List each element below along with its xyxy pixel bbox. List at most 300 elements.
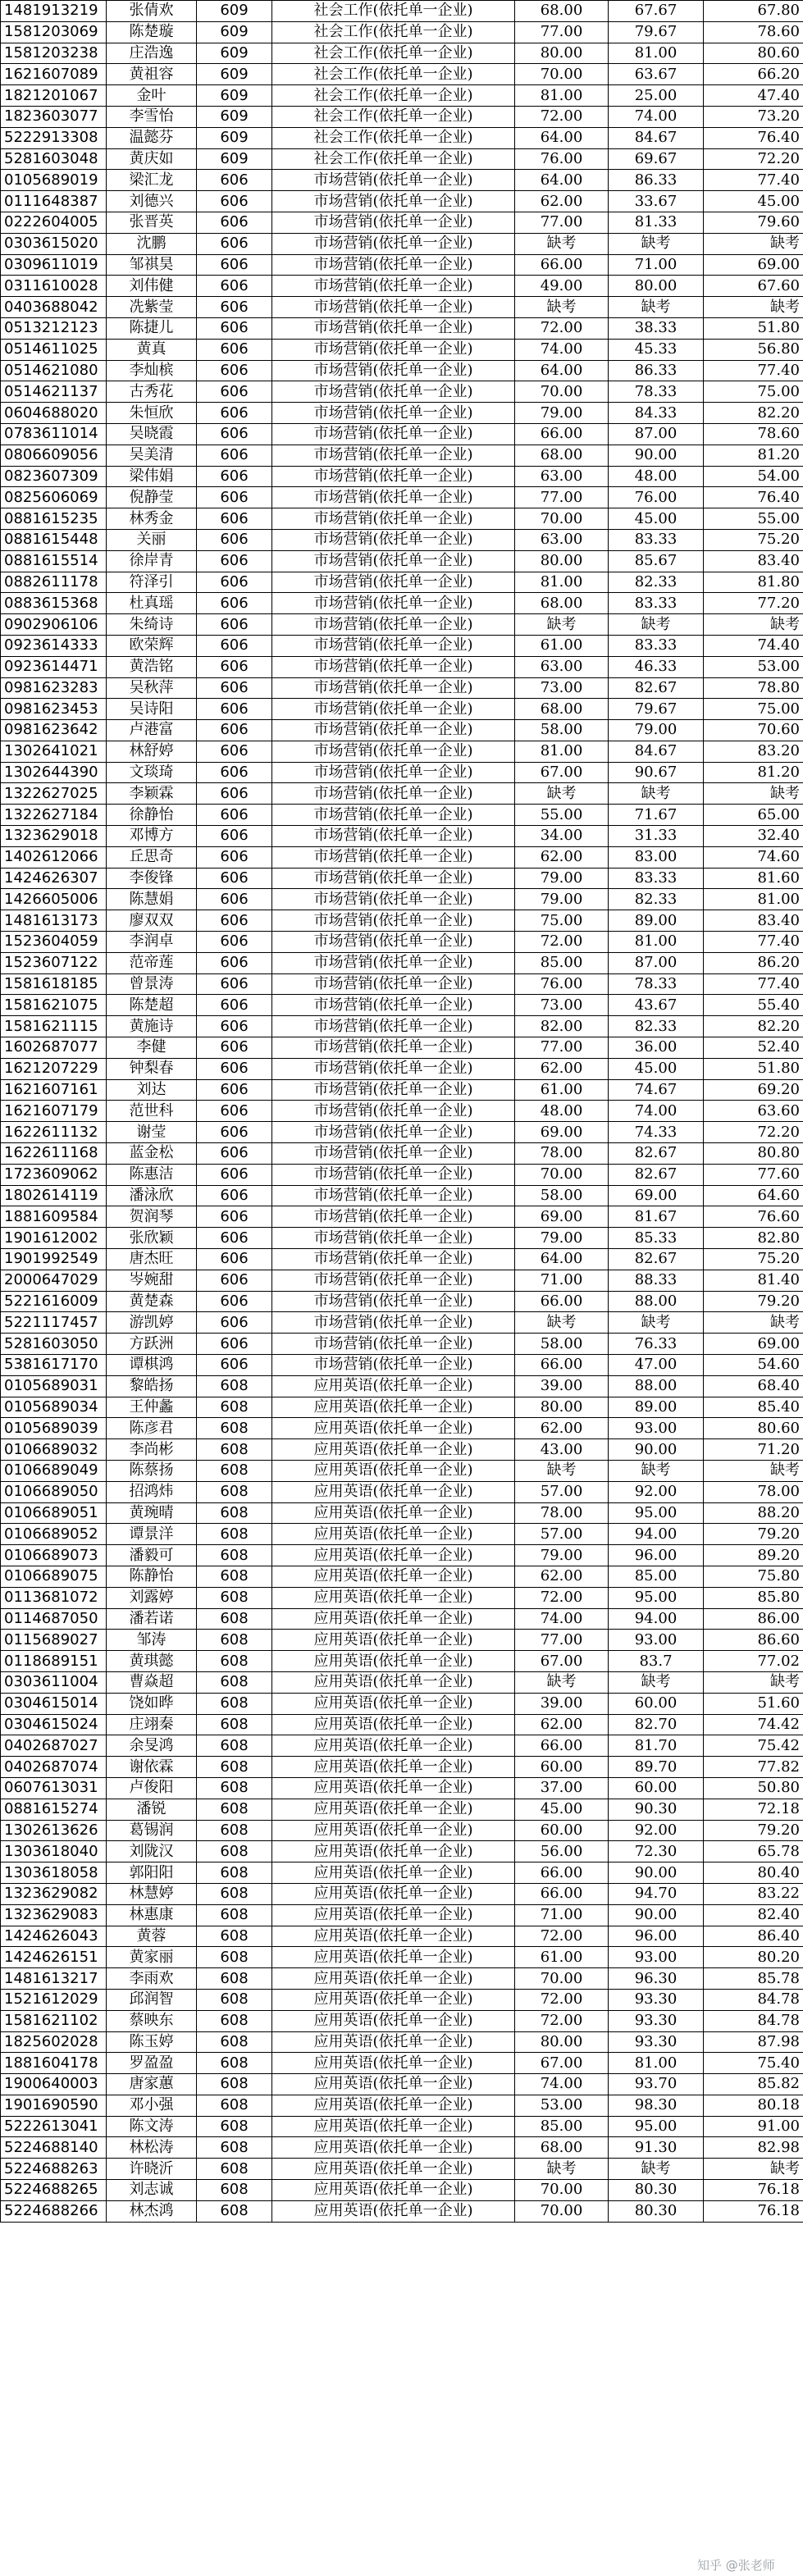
written-score-cell: 74.00 (515, 339, 609, 360)
post-name-cell: 市场营销(依托单一企业) (272, 1101, 515, 1122)
name-cell: 李俊锋 (107, 868, 197, 889)
post-code-cell: 608 (197, 1671, 272, 1693)
name-cell: 钟梨春 (107, 1058, 197, 1079)
interview-score-cell: 33.67 (609, 191, 704, 212)
name-cell: 潘若诺 (107, 1608, 197, 1630)
post-name-cell: 市场营销(依托单一企业) (272, 910, 515, 932)
post-code-cell: 606 (197, 1206, 272, 1228)
table-row (1, 910, 803, 932)
written-score-cell: 78.00 (515, 1143, 609, 1165)
table-row (1, 635, 803, 656)
total-score-cell: 84.78 (704, 1989, 803, 2010)
table-row (1, 1757, 803, 1778)
table-row (1, 529, 803, 550)
interview-score-cell: 81.00 (609, 2053, 704, 2074)
written-score-cell: 79.00 (515, 403, 609, 424)
total-score-cell: 80.40 (704, 1862, 803, 1884)
post-name-cell: 市场营销(依托单一企业) (272, 868, 515, 889)
written-score-cell: 61.00 (515, 1947, 609, 1968)
interview-score-cell: 25.00 (609, 85, 704, 107)
total-score-cell: 86.40 (704, 1926, 803, 1947)
written-score-cell: 72.00 (515, 106, 609, 127)
total-score-cell: 81.40 (704, 1270, 803, 1291)
name-cell: 陈慧娟 (107, 889, 197, 910)
total-score-cell: 85.82 (704, 2074, 803, 2095)
written-score-cell: 68.00 (515, 1, 609, 22)
total-score-cell: 82.40 (704, 1904, 803, 1926)
interview-score-cell: 46.33 (609, 656, 704, 677)
post-name-cell: 市场营销(依托单一企业) (272, 1185, 515, 1206)
written-score-cell: 60.00 (515, 1757, 609, 1778)
interview-score-cell: 82.67 (609, 1249, 704, 1270)
post-code-cell: 608 (197, 1375, 272, 1397)
post-code-cell: 606 (197, 973, 272, 995)
interview-score-cell: 83.33 (609, 593, 704, 614)
total-score-cell: 74.60 (704, 846, 803, 868)
name-cell: 黄浩铭 (107, 656, 197, 677)
table-row (1, 1185, 803, 1206)
interview-score-cell: 缺考 (609, 297, 704, 318)
written-score-cell: 75.00 (515, 910, 609, 932)
exam-id-cell: 1621607161 (1, 1079, 107, 1101)
exam-id-cell: 5381617170 (1, 1355, 107, 1376)
post-code-cell: 606 (197, 868, 272, 889)
post-name-cell: 市场营销(依托单一企业) (272, 656, 515, 677)
total-score-cell: 54.60 (704, 1355, 803, 1376)
table-row (1, 1862, 803, 1884)
exam-id-cell: 1823603077 (1, 106, 107, 127)
total-score-cell: 缺考 (704, 1312, 803, 1334)
total-score-cell: 77.02 (704, 1651, 803, 1672)
interview-score-cell: 69.67 (609, 148, 704, 170)
interview-score-cell: 93.30 (609, 2031, 704, 2053)
post-code-cell: 608 (197, 1397, 272, 1418)
total-score-cell: 77.82 (704, 1757, 803, 1778)
interview-score-cell: 缺考 (609, 1312, 704, 1334)
post-code-cell: 608 (197, 2180, 272, 2201)
total-score-cell: 83.40 (704, 910, 803, 932)
interview-score-cell: 94.00 (609, 1524, 704, 1545)
total-score-cell: 81.20 (704, 445, 803, 466)
interview-score-cell: 缺考 (609, 1671, 704, 1693)
name-cell: 金叶 (107, 85, 197, 107)
post-code-cell: 608 (197, 1862, 272, 1884)
name-cell: 文琰琦 (107, 762, 197, 783)
post-name-cell: 市场营销(依托单一企业) (272, 403, 515, 424)
total-score-cell: 缺考 (704, 233, 803, 254)
name-cell: 谭景洋 (107, 1524, 197, 1545)
written-score-cell: 78.00 (515, 1502, 609, 1524)
table-row (1, 805, 803, 826)
post-code-cell: 606 (197, 889, 272, 910)
written-score-cell: 66.00 (515, 1862, 609, 1884)
written-score-cell: 62.00 (515, 1714, 609, 1735)
post-name-cell: 应用英语(依托单一企业) (272, 1502, 515, 1524)
name-cell: 黄蓉 (107, 1926, 197, 1947)
table-row (1, 2137, 803, 2159)
name-cell: 刘陇汉 (107, 1841, 197, 1862)
post-name-cell: 市场营销(依托单一企业) (272, 445, 515, 466)
written-score-cell: 80.00 (515, 550, 609, 572)
exam-id-cell: 2000647029 (1, 1270, 107, 1291)
post-code-cell: 606 (197, 1355, 272, 1376)
table-row (1, 1397, 803, 1418)
post-name-cell: 市场营销(依托单一企业) (272, 1016, 515, 1037)
name-cell: 符泽引 (107, 572, 197, 593)
post-code-cell: 606 (197, 762, 272, 783)
post-code-cell: 608 (197, 1630, 272, 1651)
table-row (1, 762, 803, 783)
total-score-cell: 81.80 (704, 572, 803, 593)
post-name-cell: 市场营销(依托单一企业) (272, 1206, 515, 1228)
post-name-cell: 应用英语(依托单一企业) (272, 1757, 515, 1778)
interview-score-cell: 63.67 (609, 64, 704, 85)
post-name-cell: 市场营销(依托单一企业) (272, 783, 515, 805)
post-name-cell: 应用英语(依托单一企业) (272, 1375, 515, 1397)
interview-score-cell: 67.67 (609, 1, 704, 22)
total-score-cell: 76.40 (704, 487, 803, 508)
name-cell: 林秀金 (107, 508, 197, 530)
table-row (1, 1545, 803, 1566)
post-name-cell: 应用英语(依托单一企业) (272, 1777, 515, 1799)
name-cell: 欧荣辉 (107, 635, 197, 656)
post-code-cell: 606 (197, 1164, 272, 1185)
table-row (1, 783, 803, 805)
total-score-cell: 81.60 (704, 868, 803, 889)
post-name-cell: 应用英语(依托单一企业) (272, 1968, 515, 1990)
written-score-cell: 66.00 (515, 1355, 609, 1376)
post-name-cell: 应用英语(依托单一企业) (272, 1397, 515, 1418)
post-code-cell: 609 (197, 21, 272, 43)
table-row (1, 952, 803, 973)
exam-id-cell: 1424626043 (1, 1926, 107, 1947)
name-cell: 刘伟健 (107, 276, 197, 297)
exam-id-cell: 0105689039 (1, 1418, 107, 1439)
written-score-cell: 69.00 (515, 1206, 609, 1228)
post-code-cell: 606 (197, 720, 272, 741)
table-row (1, 846, 803, 868)
total-score-cell: 82.98 (704, 2137, 803, 2159)
written-score-cell: 64.00 (515, 127, 609, 148)
written-score-cell: 45.00 (515, 1799, 609, 1820)
post-code-cell: 606 (197, 635, 272, 656)
total-score-cell: 77.40 (704, 360, 803, 381)
name-cell: 林舒婷 (107, 741, 197, 762)
post-code-cell: 606 (197, 656, 272, 677)
table-row (1, 1671, 803, 1693)
post-name-cell: 应用英语(依托单一企业) (272, 1947, 515, 1968)
post-code-cell: 606 (197, 317, 272, 339)
written-score-cell: 缺考 (515, 233, 609, 254)
name-cell: 朱绮诗 (107, 614, 197, 636)
interview-score-cell: 85.33 (609, 1228, 704, 1249)
written-score-cell: 61.00 (515, 635, 609, 656)
post-name-cell: 市场营销(依托单一企业) (272, 276, 515, 297)
table-row (1, 381, 803, 403)
written-score-cell: 80.00 (515, 43, 609, 64)
total-score-cell: 77.20 (704, 593, 803, 614)
post-name-cell: 应用英语(依托单一企业) (272, 2074, 515, 2095)
total-score-cell: 86.20 (704, 952, 803, 973)
exam-id-cell: 0115689027 (1, 1630, 107, 1651)
interview-score-cell: 48.00 (609, 466, 704, 487)
post-code-cell: 606 (197, 1312, 272, 1334)
table-row (1, 1481, 803, 1502)
post-name-cell: 应用英语(依托单一企业) (272, 1989, 515, 2010)
exam-id-cell: 1621207229 (1, 1058, 107, 1079)
post-name-cell: 市场营销(依托单一企业) (272, 360, 515, 381)
interview-score-cell: 47.00 (609, 1355, 704, 1376)
name-cell: 林松涛 (107, 2137, 197, 2159)
name-cell: 黄真 (107, 339, 197, 360)
written-score-cell: 70.00 (515, 2180, 609, 2201)
total-score-cell: 79.20 (704, 1524, 803, 1545)
post-name-cell: 应用英语(依托单一企业) (272, 1862, 515, 1884)
exam-id-cell: 1303618058 (1, 1862, 107, 1884)
interview-score-cell: 92.00 (609, 1820, 704, 1841)
post-name-cell: 市场营销(依托单一企业) (272, 1079, 515, 1101)
post-name-cell: 社会工作(依托单一企业) (272, 85, 515, 107)
total-score-cell: 82.80 (704, 1228, 803, 1249)
post-code-cell: 609 (197, 148, 272, 170)
table-row (1, 1820, 803, 1841)
table-row (1, 656, 803, 677)
table-row (1, 2010, 803, 2031)
total-score-cell: 76.60 (704, 1206, 803, 1228)
written-score-cell: 37.00 (515, 1777, 609, 1799)
exam-id-cell: 0311610028 (1, 276, 107, 297)
written-score-cell: 缺考 (515, 1312, 609, 1334)
written-score-cell: 85.00 (515, 2116, 609, 2137)
exam-id-cell: 5281603048 (1, 148, 107, 170)
interview-score-cell: 93.00 (609, 1630, 704, 1651)
table-row (1, 1735, 803, 1757)
post-name-cell: 市场营销(依托单一企业) (272, 1270, 515, 1291)
post-code-cell: 608 (197, 1418, 272, 1439)
table-row (1, 106, 803, 127)
name-cell: 邹祺昊 (107, 254, 197, 276)
table-row (1, 1355, 803, 1376)
post-name-cell: 市场营销(依托单一企业) (272, 1037, 515, 1059)
interview-score-cell: 93.00 (609, 1418, 704, 1439)
post-name-cell: 应用英语(依托单一企业) (272, 1904, 515, 1926)
written-score-cell: 77.00 (515, 1630, 609, 1651)
table-row (1, 487, 803, 508)
interview-score-cell: 76.00 (609, 487, 704, 508)
total-score-cell: 73.20 (704, 106, 803, 127)
name-cell: 蓝金松 (107, 1143, 197, 1165)
name-cell: 葛锡润 (107, 1820, 197, 1841)
total-score-cell: 75.00 (704, 381, 803, 403)
written-score-cell: 57.00 (515, 1481, 609, 1502)
name-cell: 朱恒欣 (107, 403, 197, 424)
interview-score-cell: 74.00 (609, 1101, 704, 1122)
total-score-cell: 89.20 (704, 1545, 803, 1566)
written-score-cell: 62.00 (515, 846, 609, 868)
exam-id-cell: 0825606069 (1, 487, 107, 508)
post-code-cell: 606 (197, 699, 272, 720)
written-score-cell: 56.00 (515, 1841, 609, 1862)
post-name-cell: 应用英语(依托单一企业) (272, 1587, 515, 1608)
interview-score-cell: 82.67 (609, 1164, 704, 1185)
interview-score-cell: 96.30 (609, 1968, 704, 1990)
exam-id-cell: 5224688265 (1, 2180, 107, 2201)
interview-score-cell: 88.00 (609, 1375, 704, 1397)
table-row (1, 2053, 803, 2074)
exam-id-cell: 1622611168 (1, 1143, 107, 1165)
post-code-cell: 608 (197, 1566, 272, 1587)
name-cell: 吴美清 (107, 445, 197, 466)
exam-id-cell: 0106689032 (1, 1439, 107, 1461)
written-score-cell: 76.00 (515, 973, 609, 995)
post-code-cell: 608 (197, 1926, 272, 1947)
post-name-cell: 应用英语(依托单一企业) (272, 1926, 515, 1947)
name-cell: 刘志诚 (107, 2180, 197, 2201)
name-cell: 黎皓扬 (107, 1375, 197, 1397)
table-row (1, 1502, 803, 1524)
exam-id-cell: 5222913308 (1, 127, 107, 148)
written-score-cell: 48.00 (515, 1101, 609, 1122)
exam-id-cell: 1901992549 (1, 1249, 107, 1270)
post-code-cell: 606 (197, 826, 272, 847)
total-score-cell: 84.78 (704, 2010, 803, 2031)
written-score-cell: 61.00 (515, 1079, 609, 1101)
post-code-cell: 608 (197, 1904, 272, 1926)
interview-score-cell: 90.00 (609, 1862, 704, 1884)
written-score-cell: 70.00 (515, 1164, 609, 1185)
post-code-cell: 606 (197, 1270, 272, 1291)
written-score-cell: 58.00 (515, 1334, 609, 1355)
written-score-cell: 76.00 (515, 148, 609, 170)
name-cell: 唐杰旺 (107, 1249, 197, 1270)
post-name-cell: 市场营销(依托单一企业) (272, 529, 515, 550)
exam-id-cell: 1602687077 (1, 1037, 107, 1059)
post-code-cell: 608 (197, 1757, 272, 1778)
table-row (1, 2116, 803, 2137)
post-name-cell: 市场营销(依托单一企业) (272, 1291, 515, 1312)
table-row (1, 148, 803, 170)
written-score-cell: 68.00 (515, 699, 609, 720)
exam-id-cell: 0607613031 (1, 1777, 107, 1799)
exam-id-cell: 1302644390 (1, 762, 107, 783)
written-score-cell: 55.00 (515, 805, 609, 826)
exam-id-cell: 1481913219 (1, 1, 107, 22)
interview-score-cell: 80.30 (609, 2180, 704, 2201)
name-cell: 冼紫莹 (107, 297, 197, 318)
total-score-cell: 80.20 (704, 1947, 803, 1968)
exam-id-cell: 5222613041 (1, 2116, 107, 2137)
name-cell: 梁伟娟 (107, 466, 197, 487)
total-score-cell: 69.20 (704, 1079, 803, 1101)
post-name-cell: 应用英语(依托单一企业) (272, 2010, 515, 2031)
exam-id-cell: 1323629083 (1, 1904, 107, 1926)
interview-score-cell: 45.00 (609, 508, 704, 530)
written-score-cell: 39.00 (515, 1375, 609, 1397)
post-name-cell: 市场营销(依托单一企业) (272, 254, 515, 276)
name-cell: 陈惠洁 (107, 1164, 197, 1185)
exam-id-cell: 0402687074 (1, 1757, 107, 1778)
name-cell: 梁汇龙 (107, 170, 197, 191)
interview-score-cell: 96.00 (609, 1926, 704, 1947)
name-cell: 游凯婷 (107, 1312, 197, 1334)
post-code-cell: 608 (197, 1524, 272, 1545)
total-score-cell: 80.60 (704, 43, 803, 64)
name-cell: 李健 (107, 1037, 197, 1059)
post-code-cell: 606 (197, 1249, 272, 1270)
total-score-cell: 82.20 (704, 1016, 803, 1037)
exam-id-cell: 1523607122 (1, 952, 107, 973)
post-code-cell: 608 (197, 2095, 272, 2116)
written-score-cell: 70.00 (515, 1968, 609, 1990)
post-name-cell: 社会工作(依托单一企业) (272, 64, 515, 85)
interview-score-cell: 84.33 (609, 403, 704, 424)
written-score-cell: 79.00 (515, 889, 609, 910)
post-name-cell: 应用英语(依托单一企业) (272, 1671, 515, 1693)
written-score-cell: 66.00 (515, 1883, 609, 1904)
exam-id-cell: 5224688140 (1, 2137, 107, 2159)
post-code-cell: 608 (197, 2053, 272, 2074)
total-score-cell: 79.20 (704, 1291, 803, 1312)
interview-score-cell: 93.30 (609, 2010, 704, 2031)
post-code-cell: 608 (197, 1693, 272, 1714)
name-cell: 曹焱超 (107, 1671, 197, 1693)
name-cell: 陈捷儿 (107, 317, 197, 339)
exam-id-cell: 0304615024 (1, 1714, 107, 1735)
written-score-cell: 71.00 (515, 1904, 609, 1926)
post-code-cell: 608 (197, 1545, 272, 1566)
total-score-cell: 91.00 (704, 2116, 803, 2137)
name-cell: 徐岸青 (107, 550, 197, 572)
post-name-cell: 应用英语(依托单一企业) (272, 2200, 515, 2222)
total-score-cell: 缺考 (704, 1460, 803, 1481)
total-score-cell: 32.40 (704, 826, 803, 847)
total-score-cell: 85.80 (704, 1587, 803, 1608)
written-score-cell: 79.00 (515, 1228, 609, 1249)
exam-id-cell: 0105689031 (1, 1375, 107, 1397)
written-score-cell: 72.00 (515, 317, 609, 339)
written-score-cell: 70.00 (515, 381, 609, 403)
total-score-cell: 69.00 (704, 254, 803, 276)
post-code-cell: 608 (197, 2137, 272, 2159)
interview-score-cell: 82.33 (609, 572, 704, 593)
written-score-cell: 70.00 (515, 2200, 609, 2222)
post-code-cell: 608 (197, 1481, 272, 1502)
exam-id-cell: 1881604178 (1, 2053, 107, 2074)
total-score-cell: 75.80 (704, 1566, 803, 1587)
exam-id-cell: 0923614471 (1, 656, 107, 677)
post-name-cell: 应用英语(依托单一企业) (272, 1693, 515, 1714)
name-cell: 徐静怡 (107, 805, 197, 826)
exam-id-cell: 0118689151 (1, 1651, 107, 1672)
written-score-cell: 79.00 (515, 1545, 609, 1566)
table-row (1, 212, 803, 233)
interview-score-cell: 90.30 (609, 1799, 704, 1820)
total-score-cell: 51.80 (704, 317, 803, 339)
name-cell: 陈楚璇 (107, 21, 197, 43)
exam-id-cell: 1581203238 (1, 43, 107, 64)
post-name-cell: 市场营销(依托单一企业) (272, 297, 515, 318)
name-cell: 邱润智 (107, 1989, 197, 2010)
total-score-cell: 缺考 (704, 297, 803, 318)
post-code-cell: 606 (197, 276, 272, 297)
table-row (1, 677, 803, 699)
exam-id-cell: 0402687027 (1, 1735, 107, 1757)
table-row (1, 1164, 803, 1185)
interview-score-cell: 缺考 (609, 614, 704, 636)
total-score-cell: 76.18 (704, 2180, 803, 2201)
post-code-cell: 608 (197, 1714, 272, 1735)
total-score-cell: 88.20 (704, 1502, 803, 1524)
